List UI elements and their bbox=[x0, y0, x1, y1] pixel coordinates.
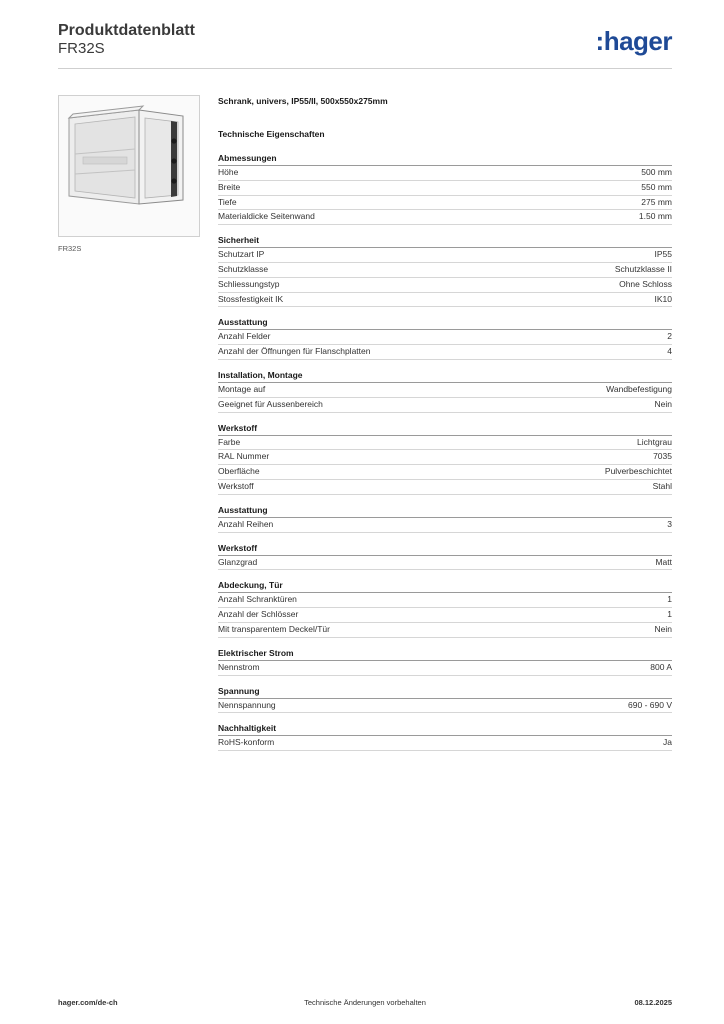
spec-section bbox=[218, 153, 672, 225]
product-code: FR32S bbox=[58, 40, 105, 57]
spec-label: Höhe bbox=[218, 167, 239, 177]
spec-section bbox=[218, 423, 672, 495]
spec-value: 1 bbox=[667, 594, 672, 605]
spec-section bbox=[218, 235, 672, 307]
spec-label: Mit transparentem Deckel/Tür bbox=[218, 623, 330, 634]
spec-value: 800 A bbox=[650, 661, 672, 672]
spec-row bbox=[218, 181, 672, 196]
spec-row bbox=[218, 661, 672, 676]
spec-row bbox=[218, 480, 672, 495]
product-title: Schrank, univers, IP55/II, 500x550x275mm bbox=[218, 96, 388, 106]
spec-value: Ohne Schloss bbox=[619, 278, 672, 289]
spec-value: IP55 bbox=[654, 249, 672, 260]
footer-date: 08.12.2025 bbox=[634, 998, 672, 1007]
spec-value: Stahl bbox=[652, 480, 672, 491]
spec-label: Farbe bbox=[218, 436, 241, 447]
spec-value: 2 bbox=[667, 331, 672, 342]
spec-label: Breite bbox=[218, 181, 241, 192]
spec-label: Werkstoff bbox=[218, 480, 254, 491]
spec-value: Schutzklasse II bbox=[614, 263, 672, 274]
footer-website[interactable]: hager.com/de-ch bbox=[58, 998, 118, 1007]
spec-value: Lichtgrau bbox=[637, 436, 672, 447]
spec-row bbox=[218, 736, 672, 751]
spec-row bbox=[218, 593, 672, 608]
spec-label: Anzahl Schranktüren bbox=[218, 594, 297, 605]
hager-logo: :hager bbox=[595, 26, 672, 56]
spec-row bbox=[218, 330, 672, 345]
spec-row bbox=[218, 345, 672, 360]
spec-row bbox=[218, 166, 672, 181]
spec-label: Tiefe bbox=[218, 196, 237, 207]
spec-content bbox=[218, 96, 672, 761]
spec-row bbox=[218, 450, 672, 465]
spec-label: Materialdicke Seitenwand bbox=[218, 211, 315, 222]
technical-properties-heading: Technische Eigenschaften bbox=[218, 129, 325, 139]
spec-label: Nennspannung bbox=[218, 699, 276, 710]
spec-value: IK10 bbox=[654, 293, 672, 304]
spec-label: Schliessungstyp bbox=[218, 278, 280, 289]
spec-section bbox=[218, 543, 672, 571]
spec-section bbox=[218, 505, 672, 533]
spec-row bbox=[218, 263, 672, 278]
section-title: Installation, Montage bbox=[218, 370, 672, 383]
cabinet-illustration bbox=[59, 96, 199, 236]
spec-value: 690 - 690 V bbox=[628, 699, 672, 710]
spec-value: 4 bbox=[667, 346, 672, 357]
spec-value: 500 mm bbox=[641, 167, 672, 177]
spec-section bbox=[218, 648, 672, 676]
spec-row bbox=[218, 293, 672, 308]
spec-section bbox=[218, 317, 672, 360]
section-title: Abmessungen bbox=[218, 153, 672, 166]
section-title: Werkstoff bbox=[218, 423, 672, 436]
spec-value: Ja bbox=[663, 737, 672, 748]
section-title: Ausstattung bbox=[218, 505, 672, 518]
spec-label: Stossfestigkeit IK bbox=[218, 293, 284, 304]
spec-value: 275 mm bbox=[641, 196, 672, 207]
spec-label: Oberfläche bbox=[218, 466, 260, 477]
document-header bbox=[58, 22, 195, 58]
spec-row bbox=[218, 518, 672, 533]
section-title: Ausstattung bbox=[218, 317, 672, 330]
spec-row bbox=[218, 465, 672, 480]
document-title: Produktdatenblatt bbox=[58, 22, 195, 39]
spec-section bbox=[218, 370, 672, 413]
spec-value: Nein bbox=[654, 623, 672, 634]
spec-label: RoHS-konform bbox=[218, 737, 275, 748]
spec-row bbox=[218, 383, 672, 398]
spec-sections bbox=[218, 153, 672, 751]
product-image bbox=[58, 95, 200, 237]
spec-value: Wandbefestigung bbox=[606, 383, 672, 394]
spec-row bbox=[218, 556, 672, 571]
spec-value: Matt bbox=[655, 556, 672, 567]
spec-value: 1 bbox=[667, 609, 672, 620]
header-divider bbox=[58, 68, 672, 69]
section-title: Sicherheit bbox=[218, 235, 672, 248]
spec-value: 550 mm bbox=[641, 181, 672, 192]
spec-row bbox=[218, 196, 672, 211]
spec-value: 1.50 mm bbox=[638, 211, 672, 222]
spec-row bbox=[218, 248, 672, 263]
spec-row bbox=[218, 210, 672, 225]
spec-row bbox=[218, 398, 672, 413]
spec-label: Anzahl der Öffnungen für Flanschplatten bbox=[218, 346, 371, 357]
spec-label: Anzahl Reihen bbox=[218, 518, 274, 529]
spec-value: 7035 bbox=[653, 451, 672, 462]
spec-label: RAL Nummer bbox=[218, 451, 270, 462]
spec-value: Pulverbeschichtet bbox=[604, 466, 672, 477]
spec-value: Nein bbox=[654, 398, 672, 409]
spec-label: Glanzgrad bbox=[218, 556, 258, 567]
section-title: Elektrischer Strom bbox=[218, 648, 672, 661]
spec-row bbox=[218, 623, 672, 638]
section-title: Spannung bbox=[218, 686, 672, 699]
spec-label: Anzahl Felder bbox=[218, 331, 271, 342]
spec-label: Geeignet für Aussenbereich bbox=[218, 398, 323, 409]
image-caption: FR32S bbox=[58, 244, 82, 253]
footer-notice: Technische Änderungen vorbehalten bbox=[304, 998, 426, 1007]
spec-row bbox=[218, 699, 672, 714]
spec-label: Schutzklasse bbox=[218, 263, 269, 274]
section-title: Abdeckung, Tür bbox=[218, 580, 672, 593]
spec-section bbox=[218, 686, 672, 714]
spec-row bbox=[218, 278, 672, 293]
section-title: Werkstoff bbox=[218, 543, 672, 556]
spec-section bbox=[218, 723, 672, 751]
spec-value: 3 bbox=[667, 518, 672, 529]
spec-label: Nennstrom bbox=[218, 661, 260, 672]
spec-label: Montage auf bbox=[218, 383, 266, 394]
spec-label: Anzahl der Schlösser bbox=[218, 609, 299, 620]
spec-label: Schutzart IP bbox=[218, 249, 265, 260]
section-title: Nachhaltigkeit bbox=[218, 723, 672, 736]
spec-row bbox=[218, 608, 672, 623]
spec-section bbox=[218, 580, 672, 637]
spec-row bbox=[218, 436, 672, 451]
